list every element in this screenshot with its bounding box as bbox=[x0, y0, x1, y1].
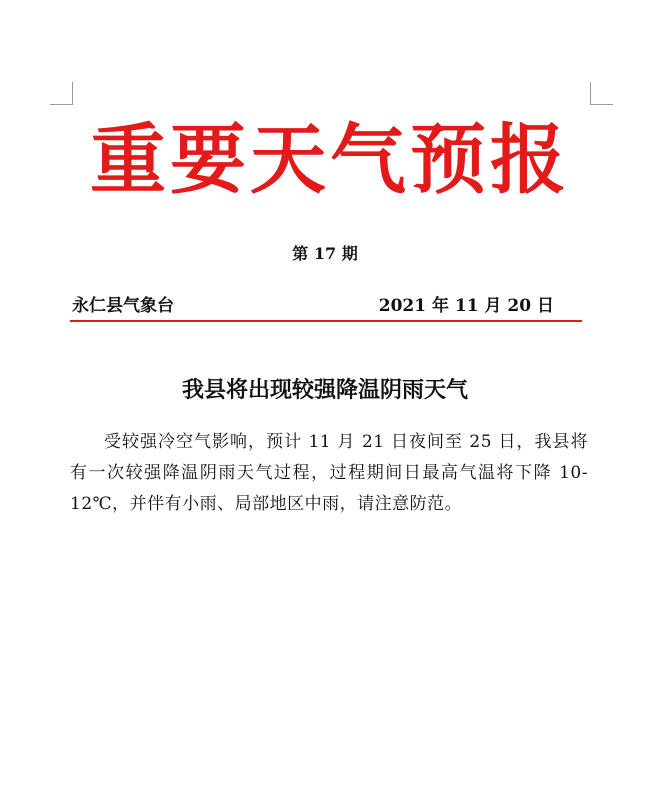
crop-mark-top-right bbox=[590, 82, 613, 105]
article-body: 受较强冷空气影响，预计 11 月 21 日夜间至 25 日，我县将有一次较强降温阴雨天气过程，过程期间日最高气温将下降 10-12℃，并伴有小雨、局部地区中雨，请注意防范。 bbox=[70, 432, 588, 514]
article-headline: 我县将出现较强降温阴雨天气 bbox=[181, 377, 468, 403]
red-divider bbox=[70, 320, 582, 322]
issue-number: 第 17 期 bbox=[292, 244, 358, 263]
issuer-name: 永仁县气象台 bbox=[72, 296, 174, 316]
crop-mark-top-left bbox=[50, 82, 73, 105]
issuer-row bbox=[72, 294, 582, 320]
issue-date: 2021 年 11 月 20 日 bbox=[378, 296, 554, 316]
masthead-title: 重要天气预报 bbox=[90, 115, 570, 204]
